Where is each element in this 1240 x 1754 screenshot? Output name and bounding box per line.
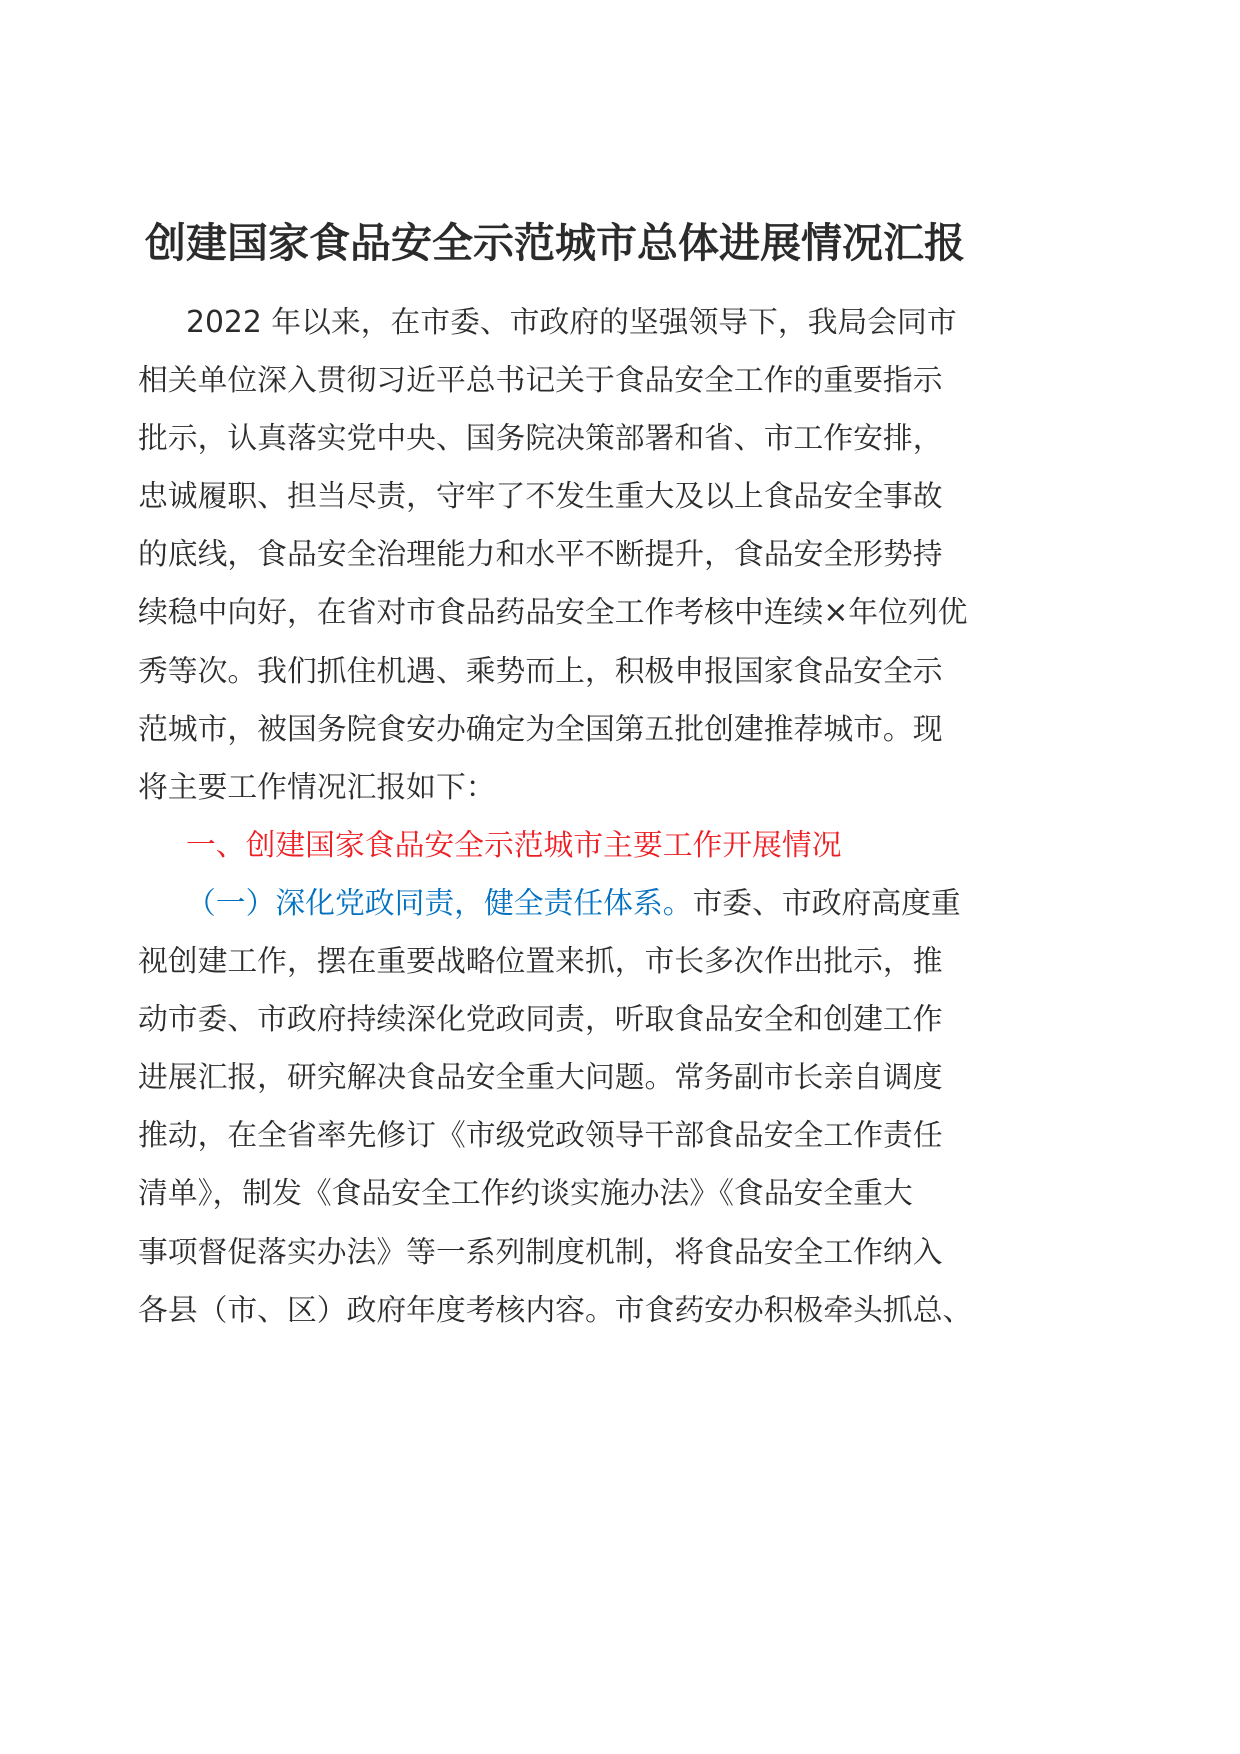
subsection-paragraph <box>138 875 978 1340</box>
document-body <box>138 294 978 1340</box>
document-title: 创建国家食品安全示范城市总体进展情况汇报 <box>145 219 965 267</box>
intro-paragraph-line: 相关单位深入贯彻习近平总书记关于食品安全工作的重要指示 <box>138 363 943 399</box>
intro-paragraph <box>138 294 978 817</box>
intro-paragraph-line: 2022 年以来，在市委、市政府的坚强领导下，我局会同市 <box>186 305 957 340</box>
intro-paragraph-line: 续稳中向好，在省对市食品药品安全工作考核中连续×年位列优 <box>138 595 968 631</box>
intro-paragraph-line: 忠诚履职、担当尽责，守牢了不发生重大及以上食品安全事故 <box>138 479 943 515</box>
intro-paragraph-line: 将主要工作情况汇报如下： <box>138 769 496 805</box>
intro-paragraph-line: 范城市，被国务院食安办确定为全国第五批创建推荐城市。现 <box>138 711 943 747</box>
subsection-first-line-text: 市委、市政府高度重 <box>692 885 961 921</box>
subsection-heading: （一）深化党政同责，健全责任体系。 <box>186 885 693 921</box>
intro-paragraph-line: 批示，认真落实党中央、国务院决策部署和省、市工作安排， <box>138 421 943 457</box>
subsection-paragraph-line <box>138 875 978 933</box>
subsection-paragraph-line: 各县（市、区）政府年度考核内容。市食药安办积极牵头抓总、 <box>138 1292 973 1328</box>
section-heading: 一、创建国家食品安全示范城市主要工作开展情况 <box>186 827 842 863</box>
intro-paragraph-line: 秀等次。我们抓住机遇、乘势而上，积极申报国家食品安全示 <box>138 653 943 689</box>
subsection-paragraph-line: 推动，在全省率先修订《市级党政领导干部食品安全工作责任 <box>138 1118 943 1154</box>
subsection-paragraph-line: 清单》，制发《食品安全工作约谈实施办法》《食品安全重大 <box>138 1176 913 1212</box>
subsection-paragraph-line: 进展汇报，研究解决食品安全重大问题。常务副市长亲自调度 <box>138 1060 943 1096</box>
subsection-paragraph-line: 视创建工作，摆在重要战略位置来抓，市长多次作出批示，推 <box>138 944 943 980</box>
subsection-paragraph-line: 动市委、市政府持续深化党政同责，听取食品安全和创建工作 <box>138 1002 943 1038</box>
subsection-paragraph-line: 事项督促落实办法》等一系列制度机制，将食品安全工作纳入 <box>138 1234 943 1270</box>
intro-paragraph-line: 的底线，食品安全治理能力和水平不断提升，食品安全形势持 <box>138 537 943 573</box>
